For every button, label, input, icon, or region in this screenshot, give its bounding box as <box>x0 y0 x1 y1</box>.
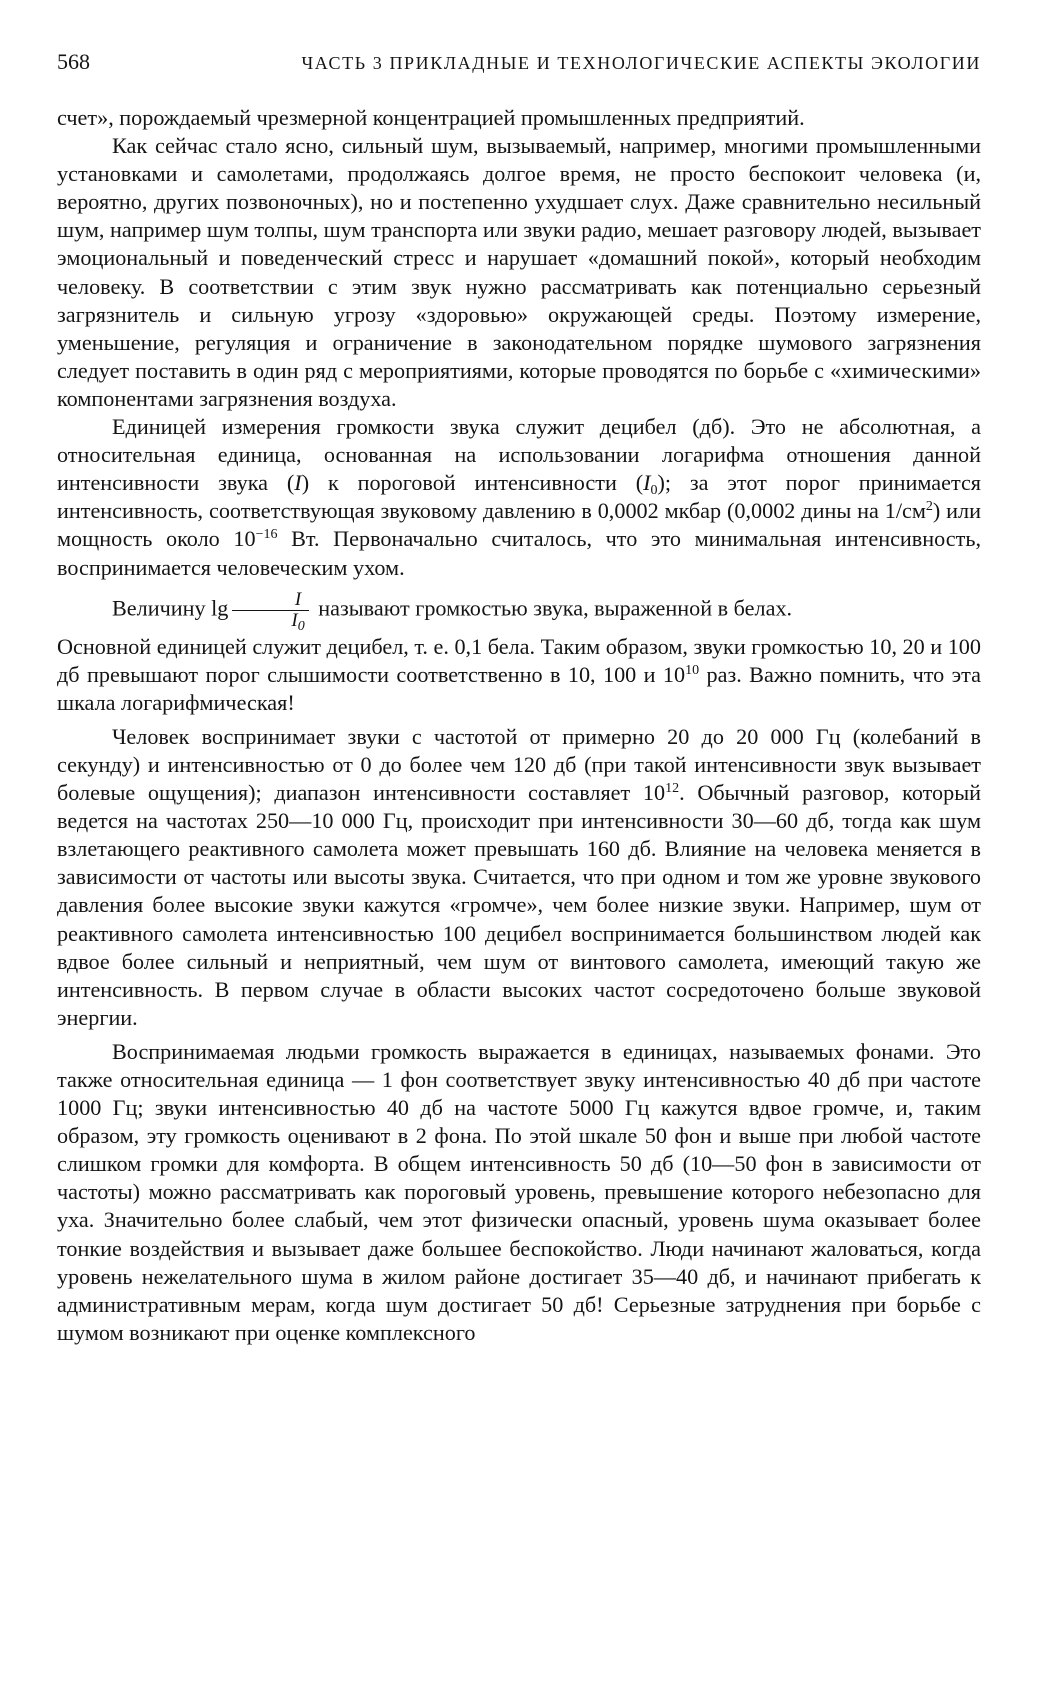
fraction-i-over-i0 <box>232 588 308 634</box>
body-text <box>57 104 981 1347</box>
p3-text-e: Вт. Первоначально считалось, что это минимальная интенсивность, воспринимается человеческим ухом. <box>57 526 982 580</box>
p3-text-b: ) к пороговой интенсивности ( <box>301 470 644 496</box>
superscript-10: 10 <box>685 662 700 678</box>
paragraph-4 <box>57 633 981 717</box>
page-number: 568 <box>57 49 90 74</box>
running-title: ЧАСТЬ 3 ПРИКЛАДНЫЕ И ТЕХНОЛОГИЧЕСКИЕ АСПЕКТЫ ЭКОЛОГИИ <box>301 53 981 73</box>
symbol-i: I <box>294 470 302 496</box>
paragraph-6: Воспринимаемая людьми громкость выражается в единицах, называемых фонами. Это также относительная единица — 1 фон соответствует звуку интенсивностью 40 дб при частоте 1000 Гц; звуки интенсивностью 40 дб на частоте 5000 Гц кажутся вдвое громче, и, таким образом, эту громкость оценивают в 2 фона. По этой шкале 50 фон и выше при любой частоте слишком громки для комфорта. В общем интенсивность 50 дб (10—50 фон в зависимости от частоты) можно рассматривать как пороговый уровень, превышение которого небезопасно для уха. Значительно более слабый, чем этот физически опасный, уровень шума оказывает более тонкие воздействия и вызывает даже большее беспокойство. Люди начинают жаловаться, когда уровень нежелательного шума в жилом районе достигает 35—40 дб, и начинают прибегать к административным мерам, когда шум достигает 50 дб! Серьезные затруднения при борьбе с шумом возникают при оценке комплексного <box>57 1038 981 1345</box>
fraction-denominator-symbol: I <box>291 609 298 631</box>
superscript-2: 2 <box>925 499 933 515</box>
fraction-denominator-subscript: 0 <box>297 618 305 634</box>
paragraph-4-formula-line <box>57 588 981 634</box>
fraction-denominator <box>232 609 308 634</box>
p3-text-d: ) или мощность около 10 <box>57 498 981 552</box>
fraction-numerator: I <box>232 590 308 611</box>
p5-text-a: Человек воспринимает звуки с частотой от примерно 20 до 20 000 Гц (колебаний в секунду) и интенсивностью от 0 до более чем 120 дб (при такой интенсивности звук вызывает болевые ощущения); диапазон интенсивности составляет 10 <box>57 723 981 806</box>
paragraph-2: Как сейчас стало ясно, сильный шум, вызываемый, например, многими промышленными установками и самолетами, продолжаясь долгое время, не просто беспокоит человека (и, вероятно, других позвоночных), но и постепенно ухудшает слух. Даже сравнительно несильный шум, например шум толпы, шум транспорта или звуки радио, мешает разговору людей, вызывает эмоциональный и поведенческий стресс и нарушает «домашний покой», который необходим человеку. В соответствии с этим звук нужно рассматривать как потенциально серьезный загрязнитель и сильную угрозу «здоровью» окружающей среды. Поэтому измерение, уменьшение, регуляция и ограничение в законодательном порядке шумового загрязнения следует поставить в один ряд с мероприятиями, которые проводятся по борьбе с «химическими» компонентами загрязнения воздуха. <box>57 133 981 411</box>
superscript-minus-16: −16 <box>255 527 278 543</box>
paragraph-3 <box>57 413 981 582</box>
symbol-i0: I <box>643 470 651 496</box>
p4-text-d: раз. Важно помнить, что эта шкала логарифмическая! <box>57 661 981 715</box>
p4-text-a: Величину lg <box>112 595 229 621</box>
p3-text-a: Единицей измерения громкости звука служит децибел (дб). Это не абсолютная, а относительная единица, основанная на использовании логарифма отношения данной интенсивности звука ( <box>57 414 981 496</box>
p3-text-c: ); за этот порог принимается интенсивность, соответствующая звуковому давлению в 0,0002 мкбар (0,0002 дины на 1/см <box>57 470 982 524</box>
subscript-0: 0 <box>650 483 658 499</box>
superscript-12: 12 <box>665 781 680 797</box>
p4-text-b: называют громкостью звука, выраженной в белах. <box>312 595 793 621</box>
p4-text-c: Основной единицей служит децибел, т. е. 0,1 бела. Таким образом, звуки громкостью 10, 20 и 100 дб превышают порог слышимости соответственно в 10, 100 и 10 <box>57 633 981 687</box>
page-header <box>57 48 981 77</box>
paragraph-5 <box>57 723 981 1032</box>
paragraph-1: счет», порождаемый чрезмерной концентрацией промышленных предприятий. <box>57 105 805 130</box>
p5-text-b: . Обычный разговор, который ведется на частотах 250—10 000 Гц, происходит при интенсивности 30—60 дб, тогда как шум взлетающего реактивного самолета может превышать 160 дб. Влияние на человека меняется в зависимости от частоты или высоты звука. Считается, что при одном и том же уровне звукового давления более высокие звуки кажутся «громче», чем более низкие звуки. Например, шум от реактивного самолета интенсивностью 100 децибел воспринимается большинством людей как вдвое более сильный и неприятный, чем шум от винтового самолета, имеющий такую же интенсивность. В первом случае в области высоких частот сосредоточено больше звуковой энергии. <box>57 780 981 1030</box>
